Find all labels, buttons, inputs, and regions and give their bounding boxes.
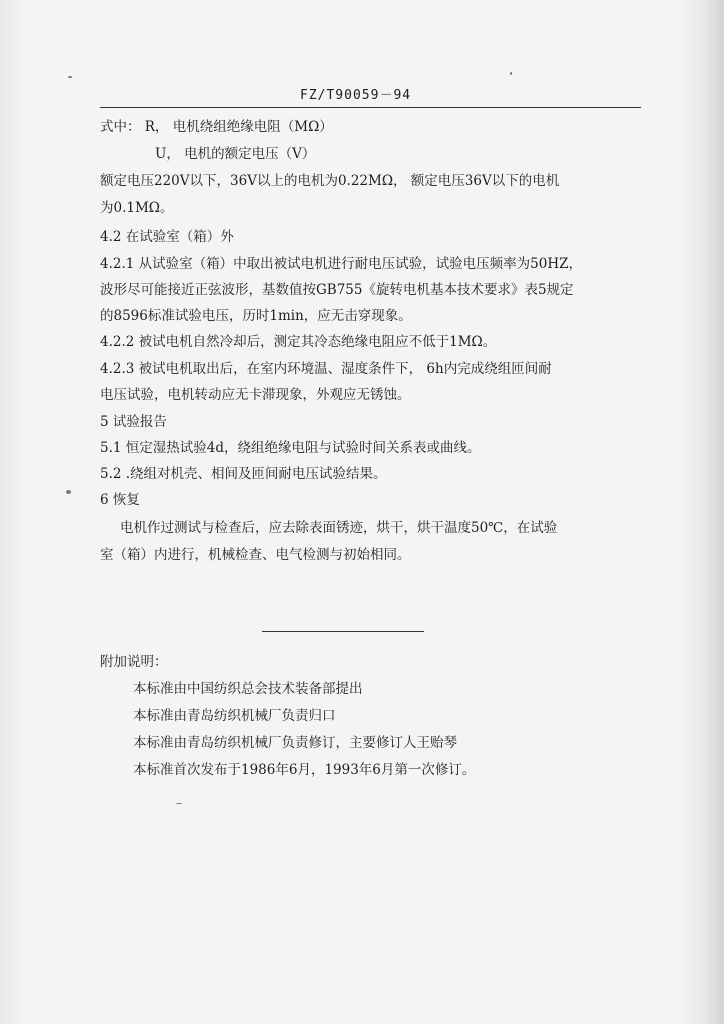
formula-u-definition: U， 电机的额定电压（V） (155, 146, 316, 162)
body-line: 为0.1MΩ。 (100, 200, 174, 216)
scan-edge-shadow (678, 0, 724, 1024)
body-line: 5.2 .绕组对机壳、相间及匝间耐电压试验结果。 (100, 466, 387, 482)
body-line: 5.1 恒定湿热试验4d，绕组绝缘电阻与试验时间关系表或曲线。 (100, 440, 481, 456)
body-line: 4.2.3 被试电机取出后，在室内环境温、湿度条件下， 6h内完成绕组匝间耐 (100, 361, 552, 377)
body-line: 室（箱）内进行，机械检查、电气检测与初始相同。 (100, 547, 411, 563)
standard-code: FZ/T90059－94 (300, 88, 412, 103)
scan-left-shadow (0, 0, 28, 1024)
body-line: 4.2.2 被试电机自然冷却后，测定其冷态绝缘电阻应不低于1MΩ。 (100, 334, 497, 350)
appendix-line: 本标准首次发布于1986年6月，1993年6月第一次修订。 (133, 762, 476, 778)
scan-speck (510, 72, 512, 75)
section-heading: 4.2 在试验室（箱）外 (100, 229, 234, 245)
appendix-line: 本标准由中国纺织总会技术装备部提出 (133, 681, 363, 697)
formula-r-definition: 式中： R， 电机绕组绝缘电阻（MΩ） (100, 119, 333, 135)
body-line: 额定电压220V以下，36V以上的电机为0.22MΩ， 额定电压36V以下的电机 (100, 173, 560, 189)
body-line: 电压试验，电机转动应无卡滞现象，外观应无锈蚀。 (100, 387, 411, 403)
section-heading: 5 试验报告 (100, 414, 167, 430)
section-separator (262, 631, 424, 632)
appendix-heading: 附加说明： (100, 654, 168, 670)
body-line: 电机作过测试与检查后，应去除表面锈迹，烘干，烘干温度50℃，在试验 (120, 520, 558, 536)
scan-speck (176, 803, 182, 804)
appendix-line: 本标准由青岛纺织机械厂负责修订，主要修订人王贻琴 (133, 735, 457, 751)
section-heading: 6 恢复 (100, 492, 140, 508)
scan-speck (66, 490, 71, 494)
body-line: 4.2.1 从试验室（箱）中取出被试电机进行耐电压试验，试验电压频率为50HZ， (100, 256, 582, 272)
header-rule (100, 107, 641, 108)
body-line: 波形尽可能接近正弦波形，基数值按GB755《旋转电机基本技术要求》表5规定 (100, 282, 574, 298)
scan-speck (68, 76, 72, 78)
body-line: 的8596标准试验电压，历时1min，应无击穿现象。 (100, 308, 412, 324)
appendix-line: 本标准由青岛纺织机械厂负责归口 (133, 708, 336, 724)
